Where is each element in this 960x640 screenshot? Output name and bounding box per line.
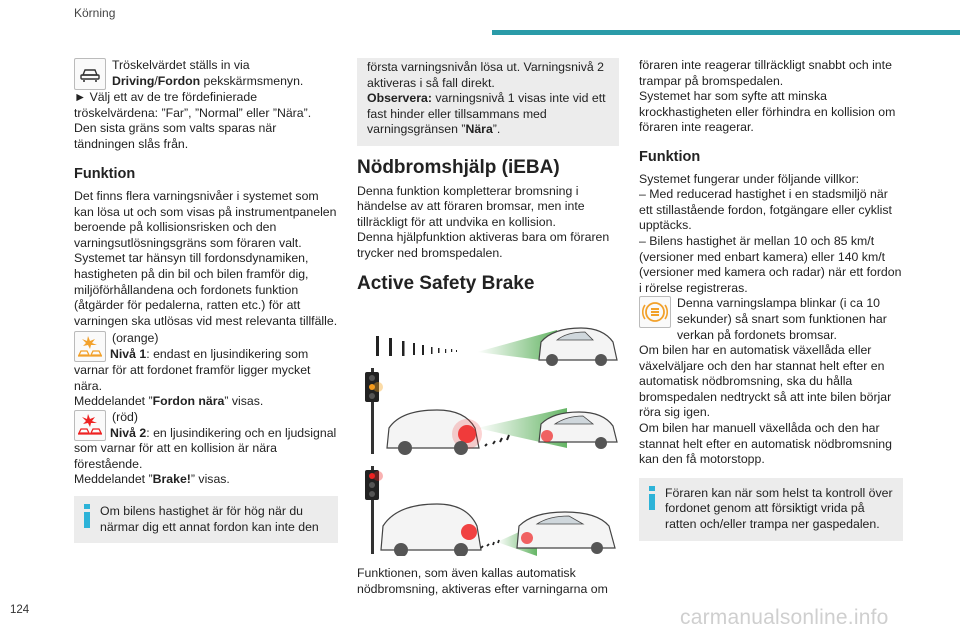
level1-color-label: (orange) — [112, 331, 159, 346]
info-icon — [649, 486, 655, 533]
manual-gearbox-text: Om bilen har manuell växellåda och den har stannat helt efter en automatisk nödbromsning kan den få motorstopp. — [639, 421, 892, 467]
condition-1: – Med reducerad hastighet i en stadsmiljö när ett stillastående fordon, fotgängare eller cyklist upptäcks. — [639, 187, 892, 233]
level1-message: Meddelandet ”Fordon nära” visas. — [74, 394, 264, 409]
driver-control-text: Föraren kan när som helst ta kontroll över fordonet genom att försiktigt vrida på ratten och/eller trampa ner gaspedalen. — [665, 485, 893, 532]
funktion-paragraph: Det finns flera varningsnivåer i systemet som kan lösa ut och som visas på instrumentpanelen beroende på kollisionsrisken och den varningsutlösningsgräns som föraren valt. — [74, 188, 337, 250]
settings-row — [74, 58, 340, 90]
info-icon — [84, 504, 90, 535]
ieba-heading: Nödbromshjälp (iEBA) — [357, 156, 560, 178]
speed-note-box — [74, 496, 338, 543]
lamp-text: Denna varningslampa blinkar (i ca 10 sekunder) så snart som funktionen har verkan på fordonets bromsar. — [677, 296, 887, 342]
system-paragraph: Systemet tar hänsyn till fordonsdynamiken, hastigheten på din bil och bilen framför dig, miljöförhållandena och fordonets funktion (åtgärder för pedalerna, ratten etc.) för att varningen ska utlösas vid mest relevanta tillfälle. — [74, 251, 338, 328]
header-accent-bar — [492, 30, 960, 35]
illustration-braking — [357, 466, 619, 556]
arrow-instruction: ► Välj ett av de tre fördefinierade tröskelvärdena: ”Far”, ”Normal” eller ”Nära”. — [74, 90, 312, 120]
aeb-intro-text: Funktionen, som även kallas automatisk nödbromsning, aktiveras efter varningarna om — [357, 566, 608, 596]
level2-color-label: (röd) — [112, 409, 138, 424]
car-settings-icon — [74, 58, 106, 90]
ieba-paragraph-1: Denna funktion kompletterar bromsning i händelse av att föraren bromsar, men inte tillräckligt för att undvika en kollision. — [357, 183, 585, 229]
level2-text: Nivå 2: en ljusindikering och en ljudsignal som varnar för att en kollision är nära förestående. — [74, 425, 337, 471]
funktion-heading: Funktion — [74, 166, 136, 183]
level1-text: Nivå 1: endast en ljusindikering som varnar för att fordonet framför ligger mycket nära. — [74, 347, 311, 393]
intro-paragraph-1: föraren inte reagerar tillräckligt snabbt och inte trampar på bromspedalen. — [639, 58, 892, 88]
continued-note-text: första varningsnivån lösa ut. Varningsnivå 2 aktiveras i så fall direkt. Observera: varningsnivå 1 visas inte vid ett fast hinder eller tillsammans med varningsgränsen ”Nära”. — [367, 60, 606, 137]
brake-warning-lamp-icon — [639, 296, 671, 328]
condition-2: – Bilens hastighet är mellan 10 och 85 km/t (versioner med enbart kamera) eller 140 km/t (versioner med kamera och radar) när ett fordon i rörelse registreras. — [639, 233, 902, 295]
level2-message: Meddelandet ”Brake!” visas. — [74, 472, 230, 487]
watermark: carmanualsonline.info — [680, 606, 889, 629]
column-left — [74, 58, 340, 543]
column-middle — [357, 58, 619, 294]
page-number: 124 — [10, 604, 30, 616]
saved-threshold-text: Den sista gräns som valts sparas när tändningen slås från. — [74, 121, 277, 151]
intro-paragraph-2: Systemet har som syfte att minska krockhastigheten eller förhindra en kollision om föraren inte reagerar. — [639, 89, 896, 135]
lamp-row — [639, 296, 903, 343]
threshold-text: Tröskelvärdet ställs in via Driving/Fordon pekskärmsmenyn. — [112, 58, 304, 88]
automatic-gearbox-text: Om bilen har en automatisk växellåda eller växelväljare och den har stannat helt efter en automatisk nödbromsning, ska du hålla bromspedalen nedtryckt så att inte bilen börjar röra sig igen. — [639, 343, 892, 420]
asb-heading: Active Safety Brake — [357, 272, 535, 294]
driver-control-note — [639, 478, 903, 541]
column-right — [639, 58, 903, 541]
illustration-warning — [357, 368, 619, 456]
ieba-paragraph-2: Denna hjälpfunktion aktiveras bara om föraren trycker ned bromspedalen. — [357, 230, 610, 260]
conditions-intro: Systemet fungerar under följande villkor: — [639, 171, 860, 186]
continued-note-box — [357, 58, 619, 146]
illustration-approach — [357, 322, 619, 366]
section-title: Körning — [74, 6, 116, 20]
funktion-heading-right: Funktion — [639, 148, 701, 165]
speed-note-text: Om bilens hastighet är för hög när du närmar dig ett annat fordon kan inte den — [100, 504, 319, 534]
